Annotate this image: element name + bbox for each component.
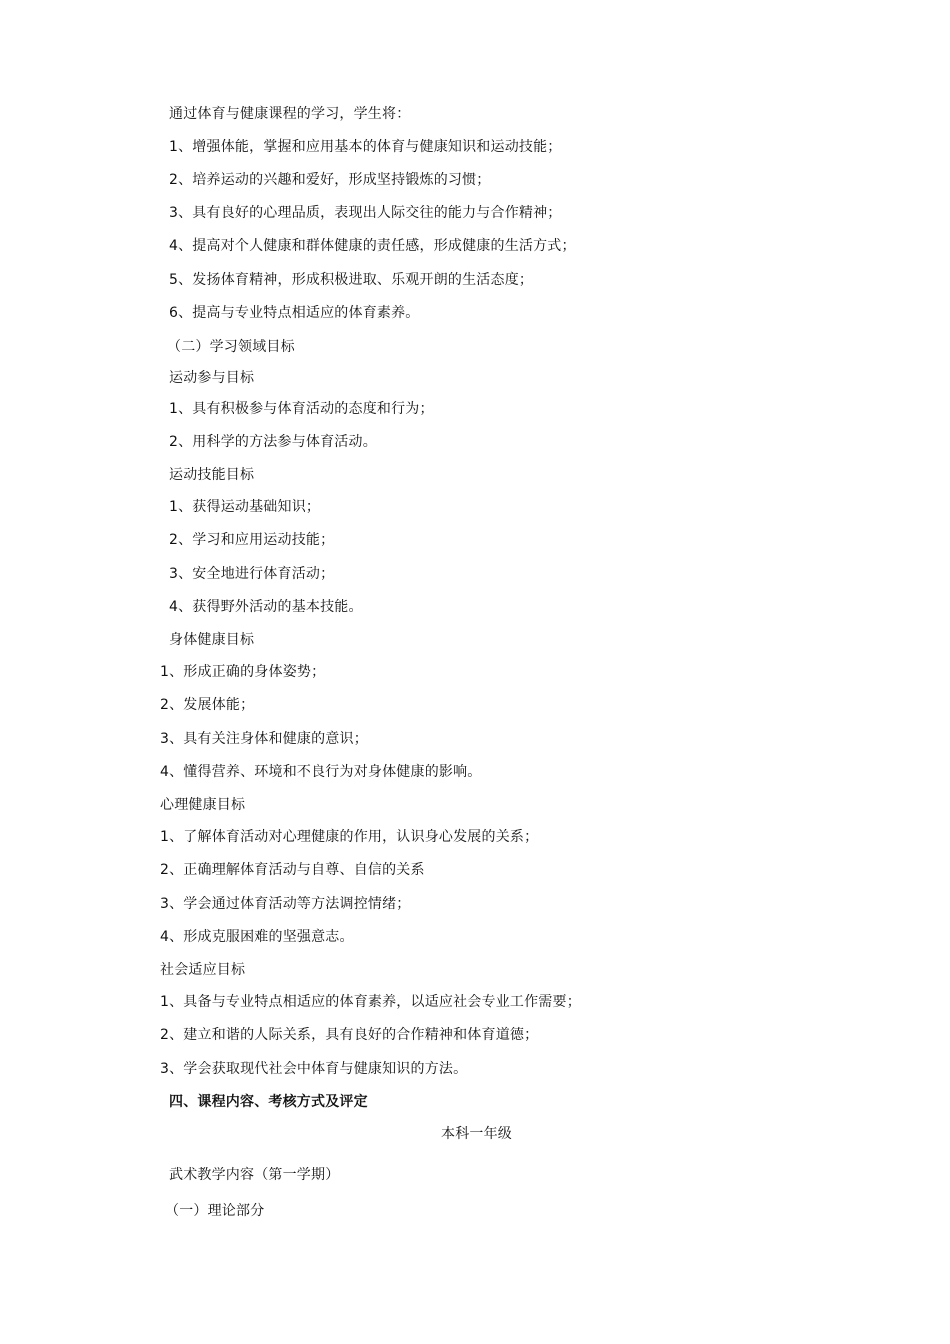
goal-item: 6、提高与专业特点相适应的体育素养。	[169, 305, 420, 321]
list-item: 1、了解体育活动对心理健康的作用，认识身心发展的关系；	[160, 829, 539, 845]
goal-item: 3、具有良好的心理品质，表现出人际交往的能力与合作精神；	[169, 205, 562, 221]
goal-item: 4、提高对个人健康和群体健康的责任感，形成健康的生活方式；	[169, 238, 576, 254]
list-item: 1、形成正确的身体姿势；	[160, 664, 326, 680]
list-item: 3、具有关注身体和健康的意识；	[160, 731, 368, 747]
subsection-heading: 运动参与目标	[169, 370, 255, 386]
list-item: 3、安全地进行体育活动；	[169, 566, 335, 582]
intro-text: 通过体育与健康课程的学习，学生将：	[169, 106, 411, 122]
list-item: 4、懂得营养、环境和不良行为对身体健康的影响。	[160, 764, 482, 780]
list-item: 2、建立和谐的人际关系，具有良好的合作精神和体育道德；	[160, 1027, 539, 1043]
subsection-heading: （一）理论部分	[165, 1203, 265, 1219]
goal-item: 2、培养运动的兴趣和爱好，形成坚持锻炼的习惯；	[169, 172, 491, 188]
list-item: 2、学习和应用运动技能；	[169, 532, 335, 548]
goal-item: 1、增强体能，掌握和应用基本的体育与健康知识和运动技能；	[169, 139, 562, 155]
grade-heading: 本科一年级	[441, 1126, 512, 1142]
list-item: 4、形成克服困难的坚强意志。	[160, 929, 354, 945]
subsection-heading: 心理健康目标	[160, 797, 246, 813]
subsection-heading: 身体健康目标	[169, 632, 255, 648]
section-heading: 四、课程内容、考核方式及评定	[169, 1094, 368, 1110]
list-item: 4、获得野外活动的基本技能。	[169, 599, 363, 615]
subsection-heading: 社会适应目标	[160, 962, 246, 978]
list-item: 1、具有积极参与体育活动的态度和行为；	[169, 401, 434, 417]
subsection-heading: 运动技能目标	[169, 467, 255, 483]
list-item: 2、用科学的方法参与体育活动。	[169, 434, 377, 450]
list-item: 3、学会获取现代社会中体育与健康知识的方法。	[160, 1061, 468, 1077]
list-item: 1、具备与专业特点相适应的体育素养，以适应社会专业工作需要；	[160, 994, 581, 1010]
list-item: 2、正确理解体育活动与自尊、自信的关系	[160, 862, 425, 878]
section-heading: （二）学习领域目标	[167, 339, 295, 355]
list-item: 3、学会通过体育活动等方法调控情绪；	[160, 896, 411, 912]
list-item: 2、发展体能；	[160, 697, 255, 713]
subsection-heading: 武术教学内容（第一学期）	[169, 1167, 340, 1183]
list-item: 1、获得运动基础知识；	[169, 499, 321, 515]
goal-item: 5、发扬体育精神，形成积极进取、乐观开朗的生活态度；	[169, 272, 534, 288]
